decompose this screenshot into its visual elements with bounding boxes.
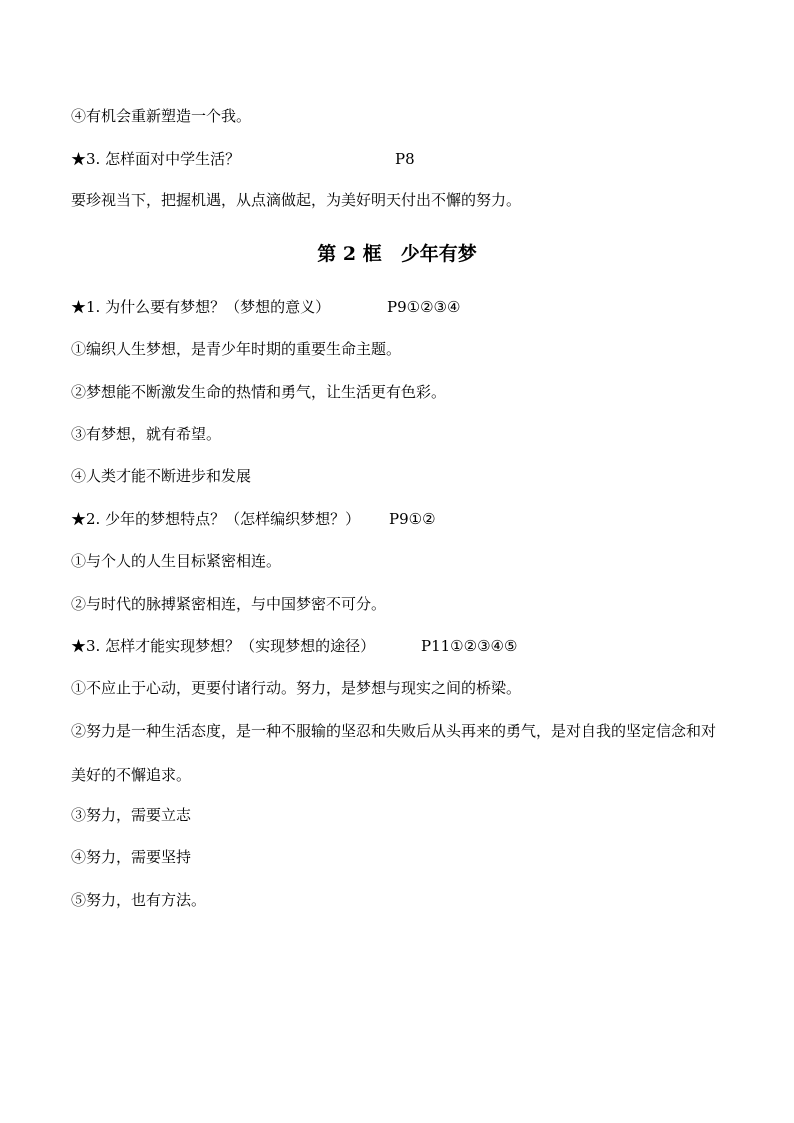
list-item: ①与个人的人生目标紧密相连。	[71, 552, 282, 570]
list-item: ④有机会重新塑造一个我。	[71, 107, 252, 125]
list-item: ①不应止于心动，更要付诸行动。努力，是梦想与现实之间的桥梁。	[71, 679, 522, 697]
list-item: ③有梦想，就有希望。	[71, 425, 222, 443]
section-title: 第 2 框 少年有梦	[317, 243, 477, 265]
question-text: ★3. 怎样面对中学生活？	[71, 150, 241, 168]
answer-text: 要珍视当下，把握机遇，从点滴做起，为美好明天付出不懈的努力。	[71, 191, 522, 209]
page-reference: P9①②	[389, 510, 436, 528]
page-reference: P9①②③④	[387, 298, 461, 316]
list-item: ④努力，需要坚持	[71, 848, 192, 866]
question-heading	[71, 635, 518, 657]
list-item: ③努力，需要立志	[71, 806, 192, 824]
question-heading	[71, 296, 461, 318]
question-text: ★3. 怎样才能实现梦想？（实现梦想的途径）	[71, 637, 376, 655]
page-reference: P11①②③④⑤	[421, 637, 518, 655]
list-item: ②与时代的脉搏紧密相连，与中国梦密不可分。	[71, 595, 387, 613]
question-text: ★1. 为什么要有梦想？（梦想的意义）	[71, 298, 331, 316]
list-item: ④人类才能不断进步和发展	[71, 467, 252, 485]
list-item: ①编织人生梦想，是青少年时期的重要生命主题。	[71, 340, 402, 358]
question-heading	[71, 508, 436, 530]
question-heading	[71, 148, 415, 170]
question-text: ★2. 少年的梦想特点？（怎样编织梦想？）	[71, 510, 361, 528]
list-item: ②梦想能不断激发生命的热情和勇气，让生活更有色彩。	[71, 383, 447, 401]
list-item: ⑤努力，也有方法。	[71, 891, 207, 909]
list-item: ②努力是一种生活态度，是一种不服输的坚忍和失败后从头再来的勇气，是对自我的坚定信念和对美好的不懈追求。	[71, 722, 717, 784]
page-reference: P8	[395, 150, 415, 168]
